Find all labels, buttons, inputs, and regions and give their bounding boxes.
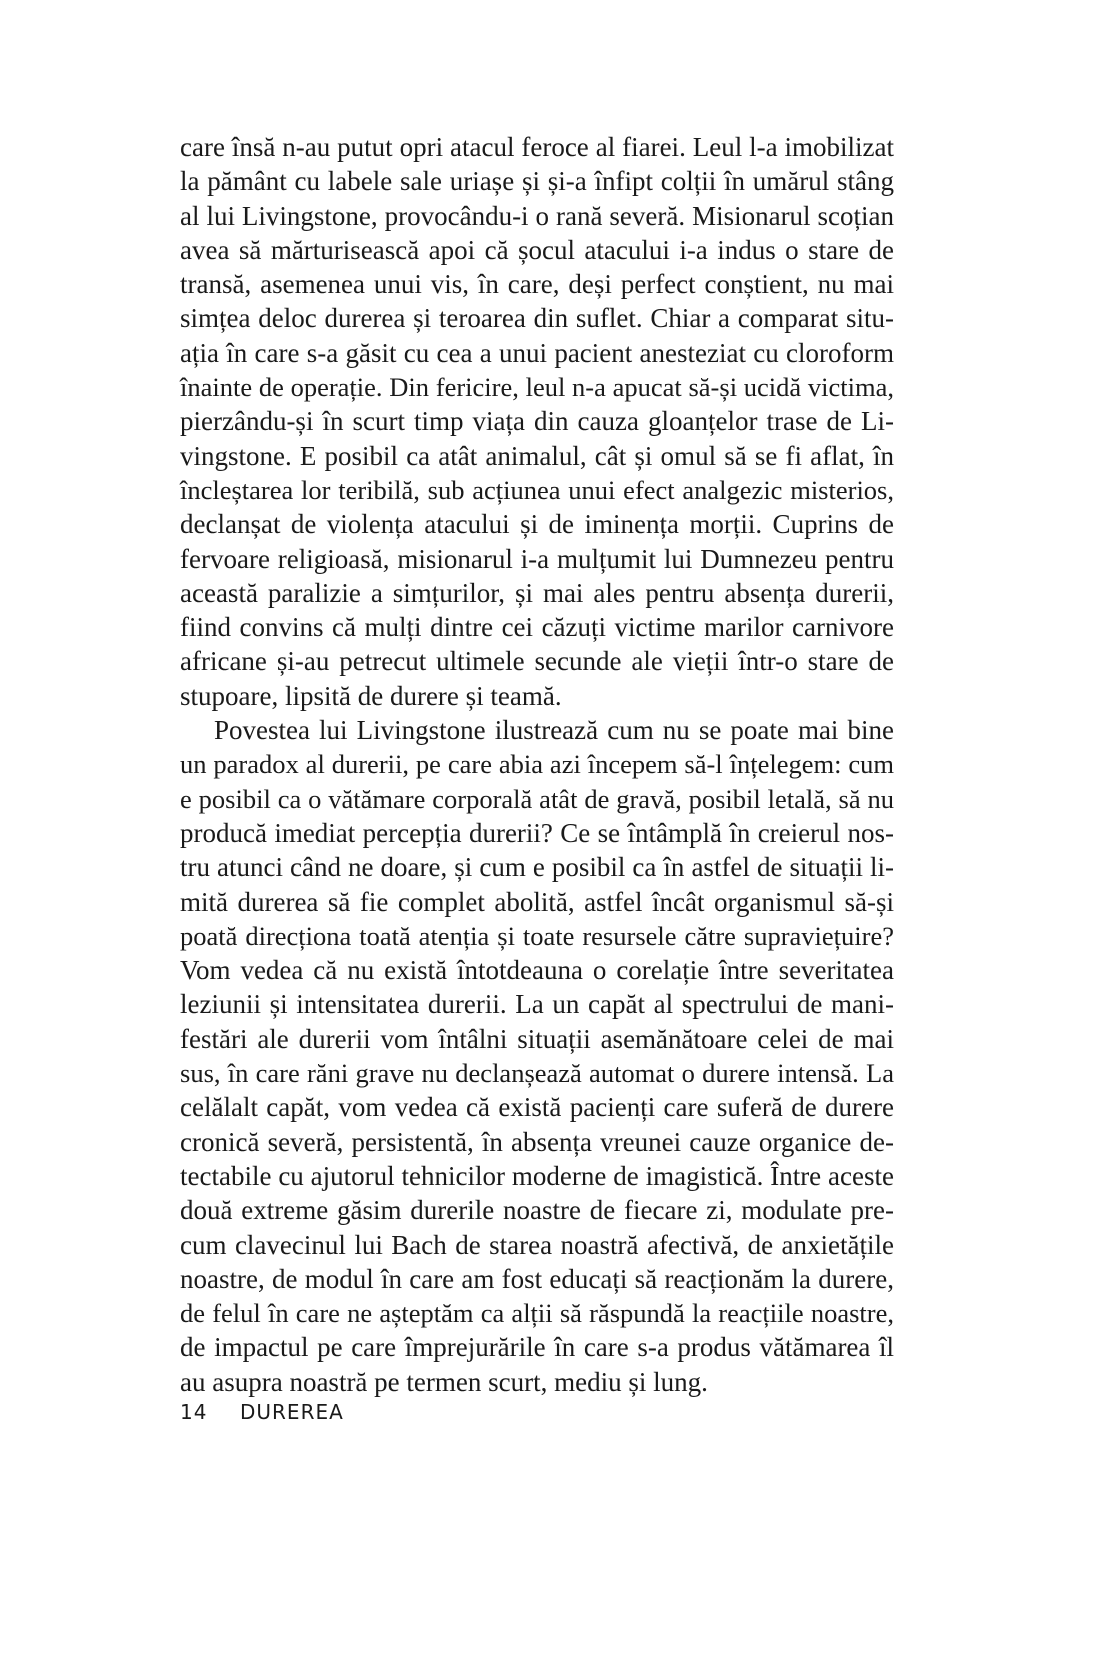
text-line: stupoare, lipsită de durere și teamă. xyxy=(180,680,562,711)
text-line: festări ale durerii vom întâlni situații asemănătoare celei de mai xyxy=(180,1023,894,1054)
text-line: declanșat de violența atacului și de iminența morții. Cuprins de xyxy=(180,509,894,540)
text-line: sus, în care răni grave nu declanșează automat o durere intensă. La xyxy=(180,1058,894,1089)
text-line: avea să mărturisească apoi că șocul atacului i-a indus o stare de xyxy=(180,234,894,265)
text-line: înainte de operație. Din fericire, leul n-a apucat să-și ucidă victima, xyxy=(180,372,894,403)
text-line: fervoare religioasă, misionarul i-a mulțumit lui Dumnezeu pentru xyxy=(180,543,894,574)
page-footer xyxy=(180,1400,344,1424)
text-line: au asupra noastră pe termen scurt, mediu și lung. xyxy=(180,1366,708,1397)
text-line: celălalt capăt, vom vedea că există pacienți care suferă de durere xyxy=(180,1092,894,1123)
text-line: poată direcționa toată atenția și toate resursele către supraviețuire? xyxy=(180,920,894,951)
text-line: tectabile cu ajutorul tehnicilor moderne de imagistică. Între aceste xyxy=(180,1160,894,1191)
text-line: două extreme găsim durerile noastre de fiecare zi, modulate pre- xyxy=(180,1195,894,1226)
text-line: fiind convins că mulți dintre cei căzuți victime marilor carnivore xyxy=(180,612,894,643)
paragraph xyxy=(180,130,894,713)
text-line: africane și-au petrecut ultimele secunde ale vieții într-o stare de xyxy=(180,646,894,677)
text-line: pierzându-și în scurt timp viața din cauza gloanțelor trase de Li- xyxy=(180,406,894,437)
text-line: un paradox al durerii, pe care abia azi începem să-l înțelegem: cum xyxy=(180,749,894,780)
text-line: producă imediat percepția durerii? Ce se întâmplă în creierul nos- xyxy=(180,817,894,848)
text-line: vingstone. E posibil ca atât animalul, cât și omul să se fi aflat, în xyxy=(180,440,894,471)
text-line: leziunii și intensitatea durerii. La un capăt al spectrului de mani- xyxy=(180,989,894,1020)
text-line: cum clavecinul lui Bach de starea noastră afectivă, de anxietățile xyxy=(180,1229,894,1260)
text-line: Povestea lui Livingstone ilustrează cum nu se poate mai bine xyxy=(214,715,894,746)
running-title: DUREREA xyxy=(240,1400,344,1424)
text-line: de impactul pe care împrejurările în care s-a produs vătămarea îl xyxy=(180,1332,894,1363)
text-line: simțea deloc durerea și teroarea din suflet. Chiar a comparat situ- xyxy=(180,303,894,334)
text-line: e posibil ca o vătămare corporală atât de gravă, posibil letală, să nu xyxy=(180,783,894,814)
page-number: 14 xyxy=(180,1400,208,1424)
text-line: la pământ cu labele sale uriașe și și-a înfipt colții în umărul stâng xyxy=(180,166,894,197)
text-line: Vom vedea că nu există întotdeauna o corelație între severitatea xyxy=(180,955,894,986)
text-line: al lui Livingstone, provocându-i o rană severă. Misionarul scoțian xyxy=(180,200,894,231)
text-line: cronică severă, persistentă, în absența vreunei cauze organice de- xyxy=(180,1126,894,1157)
text-line: de felul în care ne așteptăm ca alții să răspundă la reacțiile noastre, xyxy=(180,1298,894,1329)
text-line: tru atunci când ne doare, și cum e posibil ca în astfel de situații li- xyxy=(180,852,894,883)
text-line: încleștarea lor teribilă, sub acțiunea unui efect analgezic misterios, xyxy=(180,474,894,505)
text-line: noastre, de modul în care am fost educați să reacționăm la durere, xyxy=(180,1263,894,1294)
text-line: mită durerea să fie complet abolită, astfel încât organismul să-și xyxy=(180,886,894,917)
text-line: ația în care s-a găsit cu cea a unui pacient anesteziat cu cloroform xyxy=(180,337,894,368)
paragraph xyxy=(180,713,894,1399)
body-text xyxy=(180,130,894,1399)
text-line: care însă n-au putut opri atacul feroce al fiarei. Leul l-a imobilizat xyxy=(180,132,894,162)
text-line: transă, asemenea unui vis, în care, deși perfect conștient, nu mai xyxy=(180,269,894,300)
text-line: această paralizie a simțurilor, și mai ales pentru absența durerii, xyxy=(180,577,894,608)
